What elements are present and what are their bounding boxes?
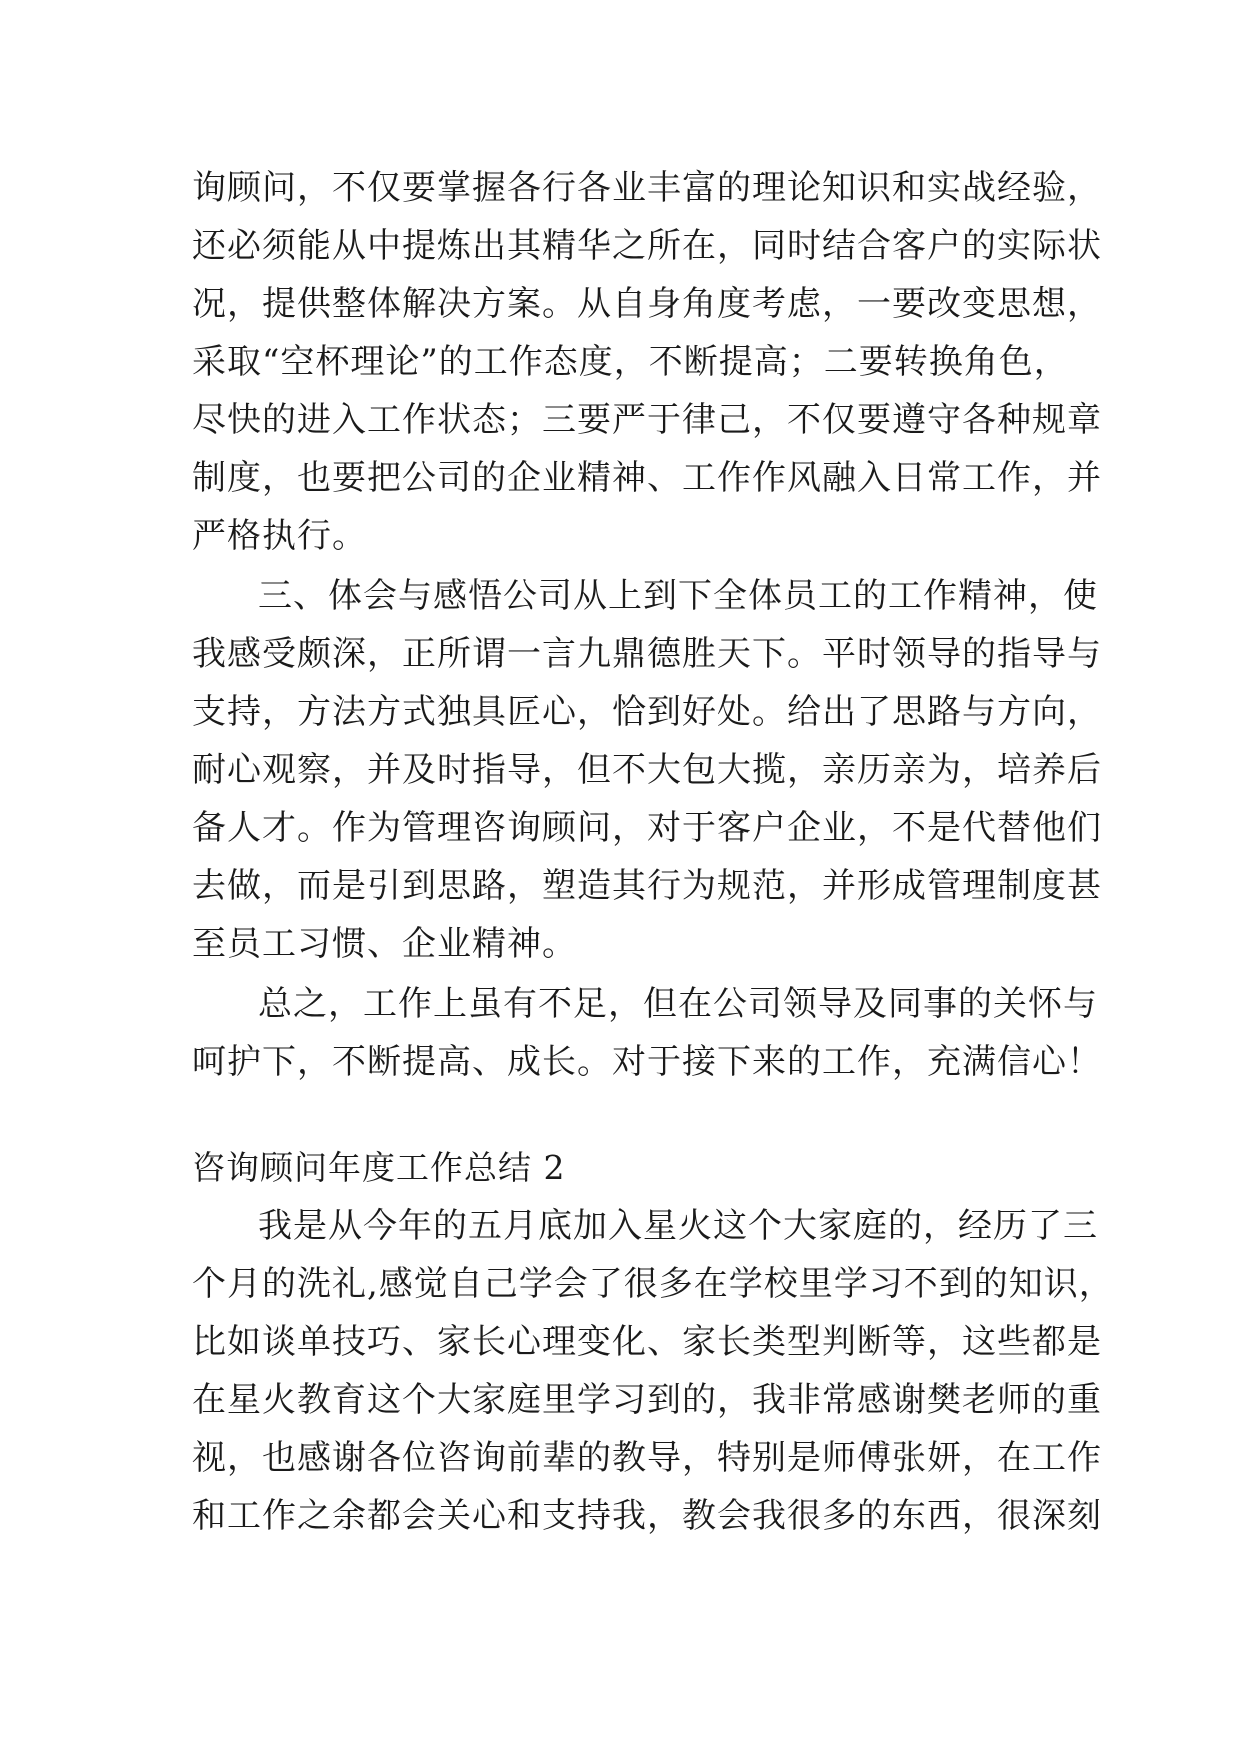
paragraph-line: 在星火教育这个大家庭里学习到的，我非常感谢樊老师的重 bbox=[192, 1380, 1102, 1420]
paragraph-line: 去做，而是引到思路，塑造其行为规范，并形成管理制度甚 bbox=[192, 866, 1102, 906]
paragraph-line: 况，提供整体解决方案。从自身角度考虑，一要改变思想， bbox=[192, 284, 1102, 324]
paragraph-line: 还必须能从中提炼出其精华之所在，同时结合客户的实际状 bbox=[192, 226, 1102, 266]
paragraph-first-line: 三、体会与感悟公司从上到下全体员工的工作精神，使 bbox=[258, 576, 1098, 616]
paragraph-line: 和工作之余都会关心和支持我，教会我很多的东西，很深刻 bbox=[192, 1496, 1102, 1536]
paragraph-first-line: 总之，工作上虽有不足，但在公司领导及同事的关怀与 bbox=[258, 984, 1098, 1024]
paragraph-line: 支持，方法方式独具匠心，恰到好处。给出了思路与方向， bbox=[192, 692, 1102, 732]
paragraph-line: 比如谈单技巧、家长心理变化、家长类型判断等，这些都是 bbox=[192, 1322, 1102, 1362]
paragraph-first-line: 我是从今年的五月底加入星火这个大家庭的，经历了三 bbox=[258, 1206, 1098, 1246]
paragraph-line: 视，也感谢各位咨询前辈的教导，特别是师傅张妍，在工作 bbox=[192, 1438, 1102, 1478]
paragraph-line: 制度，也要把公司的企业精神、工作作风融入日常工作，并 bbox=[192, 458, 1102, 498]
paragraph-line: 耐心观察，并及时指导，但不大包大揽，亲历亲为，培养后 bbox=[192, 750, 1102, 790]
paragraph-line: 采取“空杯理论”的工作态度，不断提高；二要转换角色， bbox=[192, 342, 1069, 382]
paragraph-line: 个月的洗礼,感觉自己学会了很多在学校里学习不到的知识， bbox=[192, 1264, 1114, 1304]
paragraph-line: 询顾问，不仅要掌握各行各业丰富的理论知识和实战经验， bbox=[192, 168, 1102, 208]
section-heading: 咨询顾问年度工作总结 2 bbox=[192, 1148, 566, 1187]
paragraph-line: 尽快的进入工作状态；三要严于律己，不仅要遵守各种规章 bbox=[192, 400, 1102, 440]
paragraph-line: 备人才。作为管理咨询顾问，对于客户企业，不是代替他们 bbox=[192, 808, 1102, 848]
paragraph-line: 呵护下，不断提高、成长。对于接下来的工作，充满信心！ bbox=[192, 1042, 1102, 1082]
paragraph-line: 至员工习惯、企业精神。 bbox=[192, 924, 577, 964]
paragraph-line: 严格执行。 bbox=[192, 516, 367, 556]
paragraph-line: 我感受颇深，正所谓一言九鼎德胜天下。平时领导的指导与 bbox=[192, 634, 1102, 674]
